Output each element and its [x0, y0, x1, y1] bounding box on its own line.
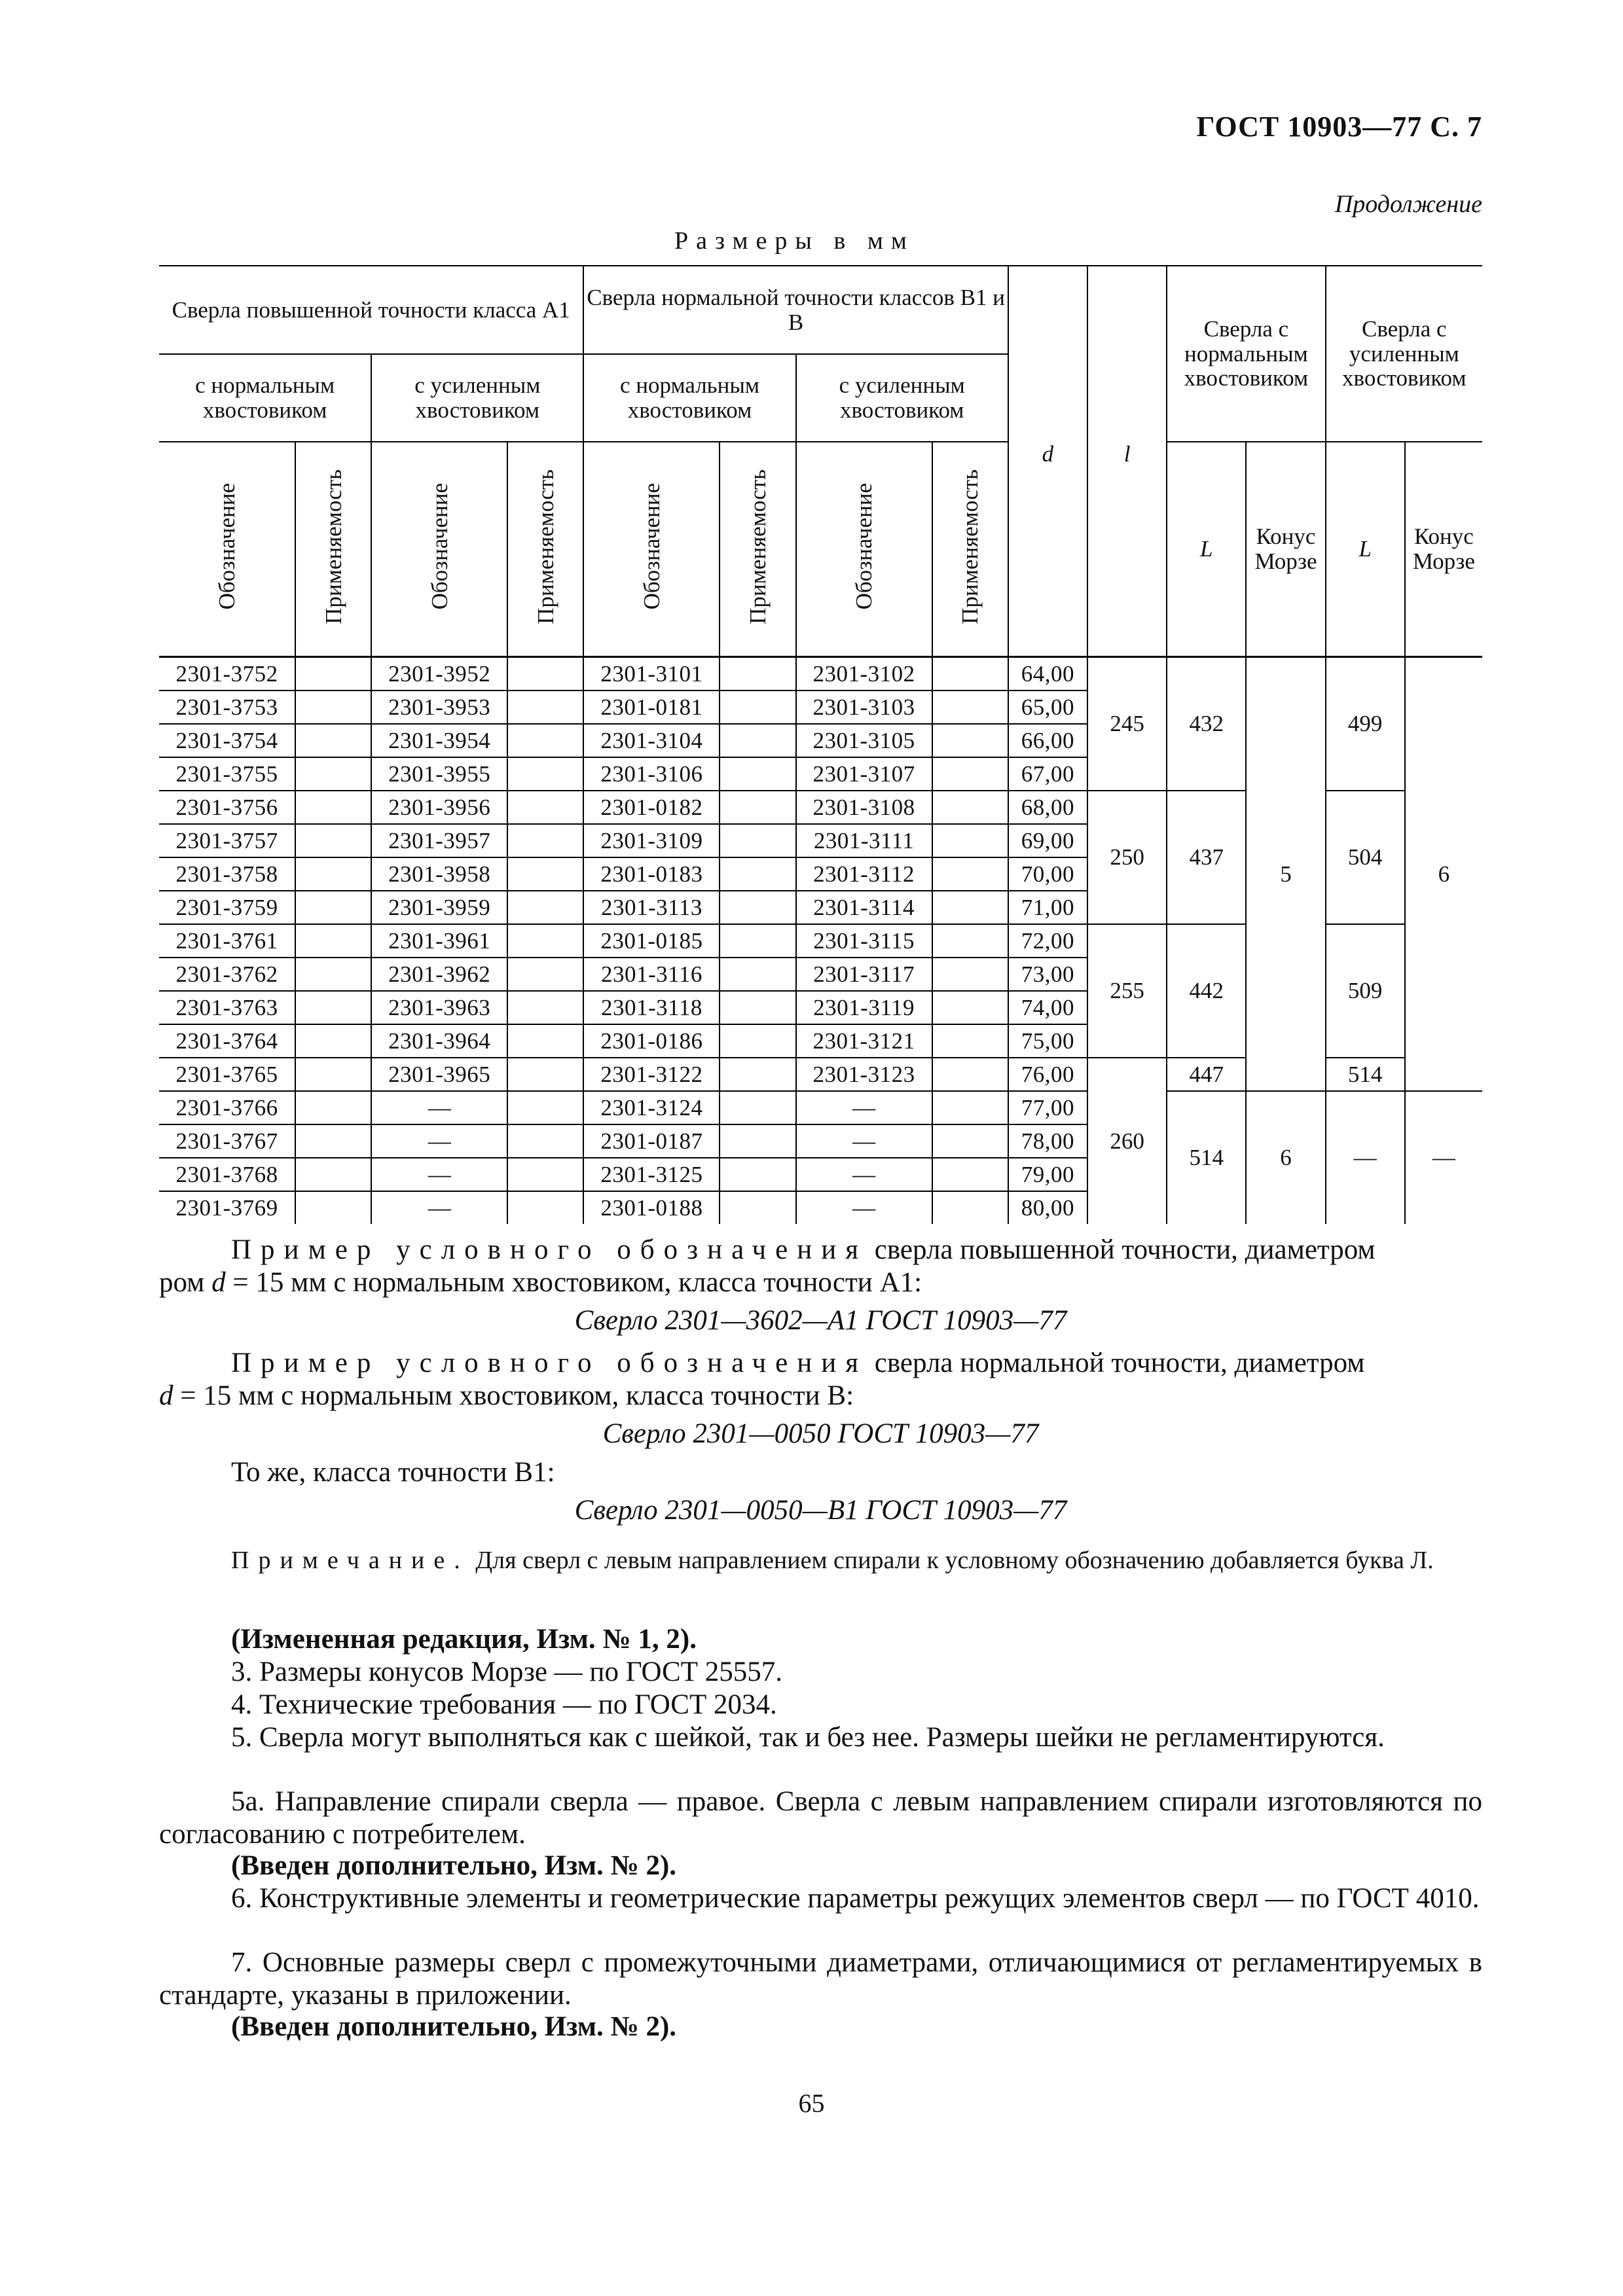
a1-reinforced-designation: 2301-3961	[371, 924, 507, 958]
note	[159, 1545, 1482, 1576]
note-label: Примечание.	[231, 1547, 469, 1574]
length-l: 245	[1087, 657, 1167, 791]
b-reinforced-designation: 2301-3107	[796, 757, 932, 791]
b-normal-designation: 2301-3116	[583, 958, 720, 991]
length-L-normal: 442	[1167, 924, 1246, 1058]
a1-reinforced-designation: 2301-3963	[371, 991, 507, 1024]
diameter-d: 78,00	[1008, 1124, 1087, 1158]
page-number: 65	[798, 2089, 825, 2118]
header-L-reinforced: L	[1326, 442, 1405, 657]
diameter-d: 68,00	[1008, 791, 1087, 824]
item-7: 7. Основные размеры сверл с промежуточными диаметрами, отличающимися от регламентируемых в стандарте, указаны в приложении.	[159, 1947, 1482, 2011]
diameter-d: 71,00	[1008, 891, 1087, 924]
a1-normal-designation: 2301-3752	[159, 657, 295, 691]
page-header: ГОСТ 10903—77 С. 7	[1196, 111, 1482, 143]
length-l: 260	[1087, 1058, 1167, 1224]
diameter-d: 77,00	[1008, 1091, 1087, 1124]
b-reinforced-designation: 2301-3108	[796, 791, 932, 824]
a1-normal-designation: 2301-3755	[159, 757, 295, 791]
header-L-normal: L	[1167, 442, 1246, 657]
diameter-d: 76,00	[1008, 1058, 1087, 1091]
morse-cone-reinforced: —	[1405, 1091, 1482, 1224]
b-reinforced-designation: 2301-3112	[796, 857, 932, 891]
length-L-reinforced: —	[1326, 1091, 1405, 1224]
b-reinforced-designation: 2301-3114	[796, 891, 932, 924]
diameter-d: 69,00	[1008, 824, 1087, 857]
header-applicability: Применяемость	[320, 469, 346, 624]
example-2: Пример условного обозначения сверла нормальной точности, диаметром d = 15 мм с нормальным хвостовиком, класса точности В:	[159, 1348, 1365, 1411]
item-6: 6. Конструктивные элементы и геометрические параметры режущих элементов сверл — по ГОСТ 4010.	[231, 1883, 1480, 1914]
header-normal-shank: с нормальным хвостовиком	[159, 354, 371, 442]
b-reinforced-designation: —	[796, 1158, 932, 1191]
b-normal-designation: 2301-3122	[583, 1058, 720, 1091]
header-drills-reinforced: Сверла с усиленным хвостовиком	[1326, 266, 1482, 442]
b-reinforced-designation: 2301-3103	[796, 691, 932, 724]
diameter-d: 73,00	[1008, 958, 1087, 991]
added-note-2: (Введен дополнительно, Изм. № 2).	[231, 2011, 677, 2042]
length-l: 250	[1087, 791, 1167, 924]
b-normal-designation: 2301-3125	[583, 1158, 720, 1191]
a1-reinforced-designation: —	[371, 1091, 507, 1124]
a1-normal-designation: 2301-3757	[159, 824, 295, 857]
header-group-a1: Сверла повышенной точности класса А1	[159, 266, 583, 354]
a1-normal-designation: 2301-3762	[159, 958, 295, 991]
header-reinforced-shank: с усиленным хвостовиком	[371, 354, 583, 442]
example-3-code: Сверло 2301—0050—В1 ГОСТ 10903—77	[574, 1495, 1067, 1526]
a1-reinforced-designation: 2301-3964	[371, 1024, 507, 1058]
b-normal-designation: 2301-0187	[583, 1124, 720, 1158]
length-L-normal: 437	[1167, 791, 1246, 924]
diameter-d: 74,00	[1008, 991, 1087, 1024]
length-L-normal: 447	[1167, 1058, 1246, 1091]
b-reinforced-designation: 2301-3121	[796, 1024, 932, 1058]
a1-reinforced-designation: 2301-3962	[371, 958, 507, 991]
note-text: Для сверл с левым направлением спирали к условному обозначению добавляется буква Л.	[475, 1547, 1434, 1574]
a1-reinforced-designation: —	[371, 1191, 507, 1224]
b-reinforced-designation: —	[796, 1124, 932, 1158]
a1-normal-designation: 2301-3753	[159, 691, 295, 724]
a1-reinforced-designation: 2301-3955	[371, 757, 507, 791]
b-reinforced-designation: 2301-3111	[796, 824, 932, 857]
a1-reinforced-designation: 2301-3958	[371, 857, 507, 891]
diameter-d: 75,00	[1008, 1024, 1087, 1058]
b-reinforced-designation: 2301-3119	[796, 991, 932, 1024]
b-reinforced-designation: 2301-3102	[796, 657, 932, 691]
example-label: Пример условного обозначения	[231, 1234, 868, 1265]
b-reinforced-designation: —	[796, 1091, 932, 1124]
b-normal-designation: 2301-0182	[583, 791, 720, 824]
length-L-reinforced: 509	[1326, 924, 1405, 1058]
b-normal-designation: 2301-0186	[583, 1024, 720, 1058]
example-2-code: Сверло 2301—0050 ГОСТ 10903—77	[602, 1418, 1039, 1449]
header-reinforced-shank: с усиленным хвостовиком	[796, 354, 1008, 442]
morse-cone-normal: 5	[1246, 657, 1325, 1092]
a1-reinforced-designation: 2301-3954	[371, 724, 507, 757]
b-normal-designation: 2301-3104	[583, 724, 720, 757]
diameter-d: 65,00	[1008, 691, 1087, 724]
length-L-reinforced: 504	[1326, 791, 1405, 924]
a1-reinforced-designation: 2301-3956	[371, 791, 507, 824]
drill-dimensions-table	[159, 265, 1482, 1224]
a1-normal-designation: 2301-3763	[159, 991, 295, 1024]
b-reinforced-designation: 2301-3123	[796, 1058, 932, 1091]
b-reinforced-designation: —	[796, 1191, 932, 1224]
example-2-text: сверла нормальной точности, диаметром	[874, 1348, 1365, 1378]
header-designation: Обозначение	[851, 483, 877, 610]
item-4: 4. Технические требования — по ГОСТ 2034.	[231, 1689, 777, 1720]
item-5a: 5а. Направление спирали сверла — правое. Сверла с левым направлением спирали изготовляются по согласованию с потребителем.	[159, 1786, 1482, 1850]
header-designation: Обозначение	[214, 483, 240, 610]
a1-reinforced-designation: —	[371, 1124, 507, 1158]
b-normal-designation: 2301-3101	[583, 657, 720, 691]
header-applicability: Применяемость	[957, 469, 983, 624]
header-designation: Обозначение	[638, 483, 665, 610]
a1-normal-designation: 2301-3754	[159, 724, 295, 757]
header-group-b: Сверла нормальной точности классов В1 и В	[583, 266, 1008, 354]
item-3: 3. Размеры конусов Морзе — по ГОСТ 25557.	[231, 1657, 783, 1687]
header-d: d	[1008, 442, 1087, 657]
diameter-d: 64,00	[1008, 657, 1087, 691]
a1-normal-designation: 2301-3768	[159, 1158, 295, 1191]
a1-normal-designation: 2301-3767	[159, 1124, 295, 1158]
length-L-reinforced: 499	[1326, 657, 1405, 791]
a1-normal-designation: 2301-3759	[159, 891, 295, 924]
diameter-d: 80,00	[1008, 1191, 1087, 1224]
a1-normal-designation: 2301-3761	[159, 924, 295, 958]
diameter-d: 79,00	[1008, 1158, 1087, 1191]
a1-normal-designation: 2301-3765	[159, 1058, 295, 1091]
b-normal-designation: 2301-3106	[583, 757, 720, 791]
diameter-d: 67,00	[1008, 757, 1087, 791]
continuation-label: Продолжение	[1334, 190, 1482, 218]
a1-normal-designation: 2301-3756	[159, 791, 295, 824]
header-l: l	[1087, 442, 1167, 657]
b-normal-designation: 2301-0188	[583, 1191, 720, 1224]
morse-cone-normal: 6	[1246, 1091, 1325, 1224]
same-b1: То же, класса точности В1:	[231, 1457, 555, 1488]
diameter-d: 70,00	[1008, 857, 1087, 891]
length-L-reinforced: 514	[1326, 1058, 1405, 1091]
a1-reinforced-designation: 2301-3965	[371, 1058, 507, 1091]
example-1-code: Сверло 2301—3602—А1 ГОСТ 10903—77	[574, 1305, 1067, 1336]
a1-normal-designation: 2301-3766	[159, 1091, 295, 1124]
a1-reinforced-designation: 2301-3957	[371, 824, 507, 857]
b-reinforced-designation: 2301-3115	[796, 924, 932, 958]
header-cone-normal: Конус Морзе	[1246, 442, 1325, 657]
diameter-d: 66,00	[1008, 724, 1087, 757]
a1-normal-designation: 2301-3769	[175, 1194, 278, 1221]
units-caption: Размеры в мм	[674, 227, 915, 255]
a1-reinforced-designation: 2301-3959	[371, 891, 507, 924]
header-applicability: Применяемость	[745, 469, 771, 624]
header-designation: Обозначение	[426, 483, 452, 610]
b-normal-designation: 2301-3118	[583, 991, 720, 1024]
header-applicability: Применяемость	[532, 469, 558, 624]
length-l: 255	[1087, 924, 1167, 1058]
a1-reinforced-designation: 2301-3953	[371, 691, 507, 724]
a1-reinforced-designation: 2301-3952	[371, 657, 507, 691]
length-L-normal: 514	[1167, 1091, 1246, 1224]
header-drills-normal: Сверла с нормальным хвостовиком	[1167, 266, 1325, 442]
b-normal-designation: 2301-3113	[583, 891, 720, 924]
a1-normal-designation: 2301-3758	[159, 857, 295, 891]
b-normal-designation: 2301-0183	[583, 857, 720, 891]
b-normal-designation: 2301-3109	[583, 824, 720, 857]
diameter-d: 72,00	[1008, 924, 1087, 958]
a1-normal-designation: 2301-3764	[159, 1024, 295, 1058]
b-normal-designation: 2301-0181	[583, 691, 720, 724]
item-5: 5. Сверла могут выполняться как с шейкой, так и без нее. Размеры шейки не регламентируются.	[231, 1722, 1385, 1753]
example-1-text: сверла повышенной точности, диаметром	[874, 1234, 1376, 1265]
b-normal-designation: 2301-3124	[583, 1091, 720, 1124]
b-normal-designation: 2301-0185	[583, 924, 720, 958]
header-cone-reinforced: Конус Морзе	[1405, 442, 1482, 657]
morse-cone-reinforced: 6	[1405, 657, 1482, 1092]
header-normal-shank: с нормальным хвостовиком	[583, 354, 795, 442]
example-1: Пример условного обозначения сверла повышенной точности, диаметром ром d = 15 мм с нормальным хвостовиком, класса точности А1:	[159, 1234, 1376, 1298]
changed-edition: (Измененная редакция, Изм. № 1, 2).	[231, 1624, 697, 1655]
length-L-normal: 432	[1167, 657, 1246, 791]
b-reinforced-designation: 2301-3105	[796, 724, 932, 757]
b-reinforced-designation: 2301-3117	[796, 958, 932, 991]
added-note-1: (Введен дополнительно, Изм. № 2).	[231, 1850, 677, 1881]
a1-reinforced-designation: —	[371, 1158, 507, 1191]
